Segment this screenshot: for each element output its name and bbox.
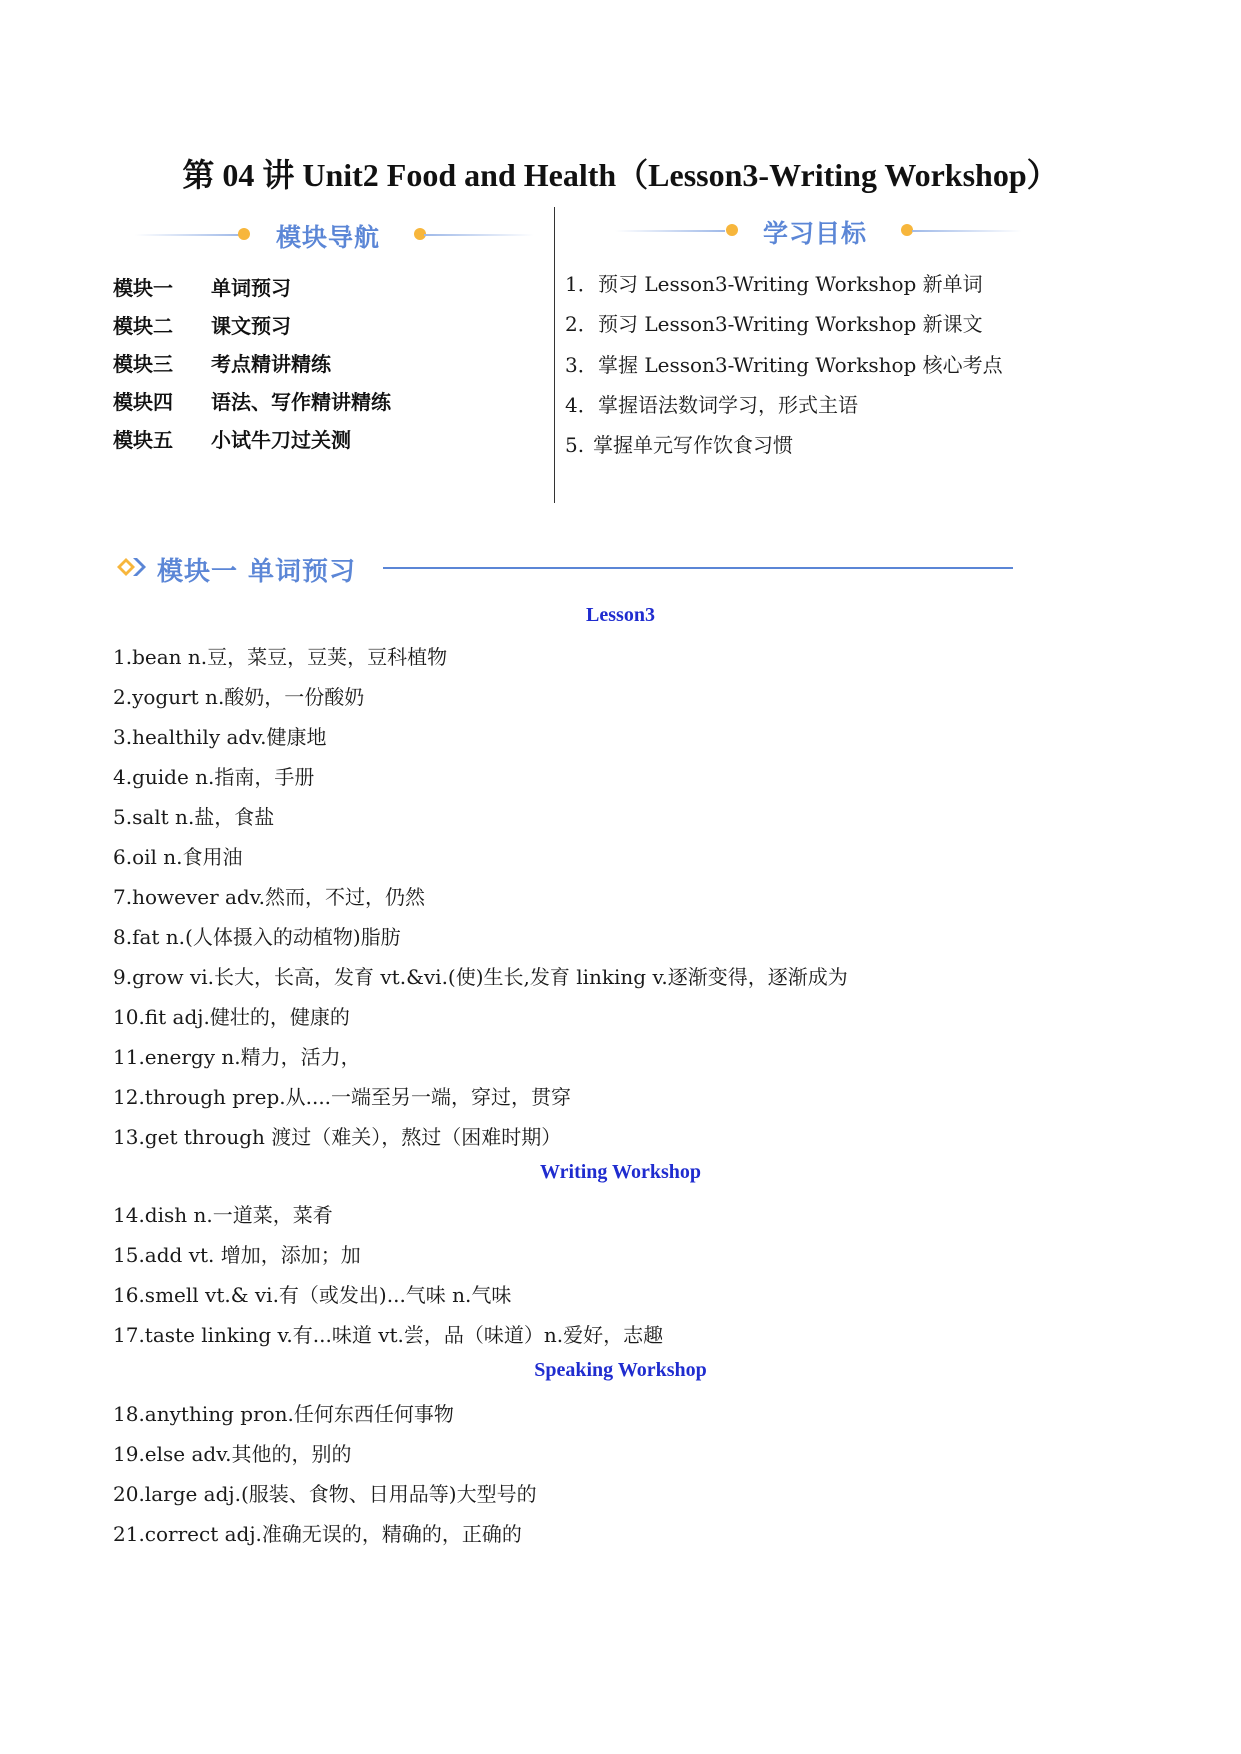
module-heading-rule xyxy=(383,567,1013,569)
nav-header-line-right xyxy=(424,234,534,236)
objective-item xyxy=(565,389,858,418)
objectives-header-line-right xyxy=(912,230,1022,232)
vocab-item: 3.healthily adv.健康地 xyxy=(113,725,327,749)
vocab-item: 20.large adj.(服装、食物、日用品等)大型号的 xyxy=(113,1482,537,1506)
objective-item xyxy=(565,268,983,297)
nav-item-key: 模块二 xyxy=(113,314,173,338)
objective-number: 2． xyxy=(565,312,598,336)
module-heading xyxy=(115,551,356,587)
vocab-item: 16.smell vt.& vi.有（或发出)...气味 n.气味 xyxy=(113,1283,512,1307)
vocab-item: 21.correct adj.准确无误的，精确的，正确的 xyxy=(113,1522,522,1546)
nav-item xyxy=(113,386,391,415)
nav-item-key: 模块一 xyxy=(113,276,173,300)
nav-item xyxy=(113,424,351,453)
nav-item xyxy=(113,348,331,377)
nav-item xyxy=(113,272,291,301)
vocab-item: 17.taste linking v.有...味道 vt.尝，品（味道）n.爱好，志趣 xyxy=(113,1323,664,1347)
vocab-item: 11.energy n.精力，活力， xyxy=(113,1045,361,1069)
section-title-writing-workshop: Writing Workshop xyxy=(540,1161,701,1183)
objective-number: 1． xyxy=(565,272,598,296)
vocab-item: 6.oil n.食用油 xyxy=(113,845,243,869)
vocab-item: 12.through prep.从....一端至另一端，穿过，贯穿 xyxy=(113,1085,572,1109)
nav-header-line-left xyxy=(135,234,240,236)
objective-item xyxy=(565,308,983,337)
vocab-item: 15.add vt. 增加，添加；加 xyxy=(113,1243,361,1267)
section-title-lesson3: Lesson3 xyxy=(586,604,655,626)
vocab-item: 14.dish n.一道菜，菜肴 xyxy=(113,1203,333,1227)
objective-number: 4． xyxy=(565,393,598,417)
vocab-item: 10.fit adj.健壮的，健康的 xyxy=(113,1005,350,1029)
nav-item-label: 课文预习 xyxy=(211,314,291,338)
objective-text: 预习 Lesson3-Writing Workshop 新单词 xyxy=(598,272,983,296)
objective-number: 3． xyxy=(565,353,598,377)
objectives-header-dot-left xyxy=(726,224,738,236)
nav-header-dot-left xyxy=(238,228,250,240)
vocab-item: 2.yogurt n.酸奶，一份酸奶 xyxy=(113,685,365,709)
vocab-item: 1.bean n.豆，菜豆，豆荚，豆科植物 xyxy=(113,645,448,669)
nav-item-key: 模块四 xyxy=(113,390,173,414)
objective-number: 5. xyxy=(565,433,585,457)
vocab-item: 19.else adv.其他的，别的 xyxy=(113,1442,352,1466)
objective-text: 预习 Lesson3-Writing Workshop 新课文 xyxy=(598,312,983,336)
nav-item xyxy=(113,310,291,339)
objective-item xyxy=(565,429,793,458)
nav-item-label: 语法、写作精讲精练 xyxy=(211,390,391,414)
objective-item xyxy=(565,349,1003,378)
nav-item-key: 模块五 xyxy=(113,428,173,452)
nav-item-label: 小试牛刀过关测 xyxy=(211,428,351,452)
vocab-item: 13.get through 渡过（难关），熬过（困难时期） xyxy=(113,1125,562,1149)
objectives-header: 学习目标 xyxy=(763,219,868,248)
vocab-item: 9.grow vi.长大，长高，发育 vt.&vi.(使)生长,发育 linking v.逐渐变得，逐渐成为 xyxy=(113,965,848,989)
nav-header: 模块导航 xyxy=(276,223,381,252)
column-divider xyxy=(554,207,555,503)
section-title-speaking-workshop: Speaking Workshop xyxy=(534,1359,707,1381)
vocab-item: 18.anything pron.任何东西任何事物 xyxy=(113,1402,454,1426)
vocab-item: 4.guide n.指南，手册 xyxy=(113,765,315,789)
vocab-item: 7.however adv.然而，不过，仍然 xyxy=(113,885,426,909)
objectives-header-line-left xyxy=(615,230,725,232)
nav-item-label: 考点精讲精练 xyxy=(211,352,331,376)
nav-item-key: 模块三 xyxy=(113,352,173,376)
objective-text: 掌握 Lesson3-Writing Workshop 核心考点 xyxy=(598,353,1003,377)
vocab-item: 8.fat n.(人体摄入的动植物)脂肪 xyxy=(113,925,401,949)
objective-text: 掌握语法数词学习，形式主语 xyxy=(598,393,858,417)
module-heading-text: 模块一 单词预习 xyxy=(157,556,357,587)
nav-item-label: 单词预习 xyxy=(211,276,291,300)
vocab-item: 5.salt n.盐，食盐 xyxy=(113,805,275,829)
objective-text: 掌握单元写作饮食习惯 xyxy=(593,433,793,457)
page-title: 第 04 讲 Unit2 Food and Health（Lesson3-Writing Workshop） xyxy=(182,157,1059,193)
double-chevron-icon xyxy=(115,555,151,583)
